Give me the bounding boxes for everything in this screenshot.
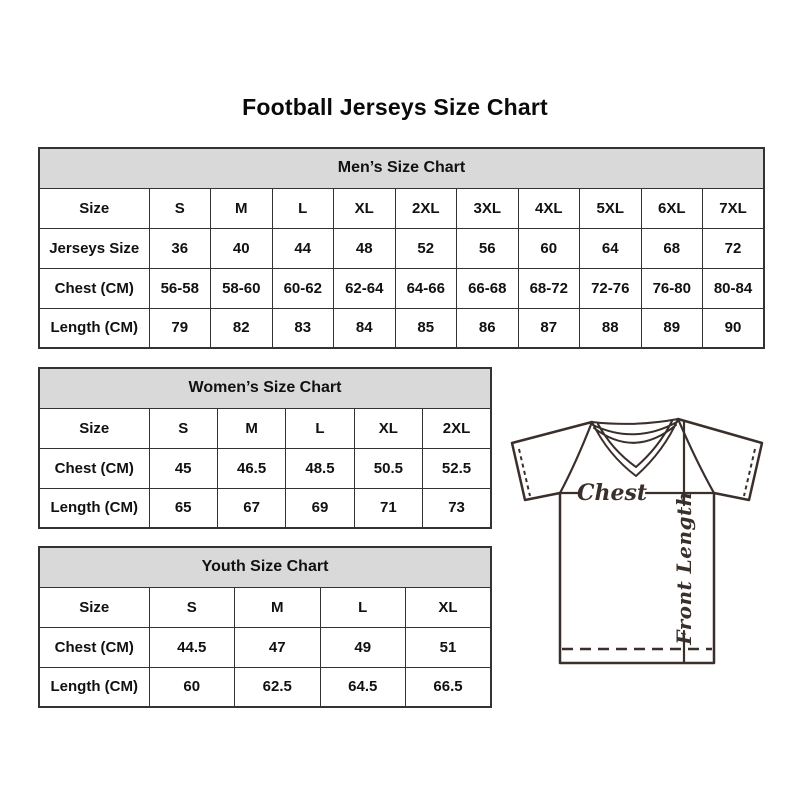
value-cell: 5XL [580, 188, 642, 228]
value-cell: 80-84 [703, 268, 765, 308]
jersey-outline [512, 419, 762, 663]
value-cell: 48 [334, 228, 396, 268]
value-cell: 72 [703, 228, 765, 268]
value-cell: 64-66 [395, 268, 457, 308]
womens-size-chart-table [38, 367, 492, 526]
row-header-cell: Size [39, 408, 149, 448]
value-cell: 2XL [423, 408, 491, 448]
value-cell: 58-60 [211, 268, 273, 308]
value-cell: 48.5 [286, 448, 354, 488]
value-cell: S [149, 587, 235, 627]
row-header-cell: Size [39, 587, 149, 627]
row-header-cell: Chest (CM) [39, 627, 149, 667]
value-cell: L [286, 408, 354, 448]
size-table [38, 367, 492, 529]
value-cell: 52 [395, 228, 457, 268]
row-header-cell: Length (CM) [39, 488, 149, 528]
value-cell: 64.5 [320, 667, 406, 707]
value-cell: XL [354, 408, 422, 448]
value-cell: 49 [320, 627, 406, 667]
value-cell: 65 [149, 488, 217, 528]
value-cell: 44.5 [149, 627, 235, 667]
value-cell: 85 [395, 308, 457, 348]
value-cell: S [149, 188, 211, 228]
value-cell: L [320, 587, 406, 627]
value-cell: XL [406, 587, 492, 627]
value-cell: 87 [518, 308, 580, 348]
value-cell: 36 [149, 228, 211, 268]
value-cell: 73 [423, 488, 491, 528]
value-cell: L [272, 188, 334, 228]
value-cell: 66.5 [406, 667, 492, 707]
table-title: Youth Size Chart [39, 547, 491, 587]
value-cell: 2XL [395, 188, 457, 228]
value-cell: 6XL [641, 188, 703, 228]
value-cell: 45 [149, 448, 217, 488]
value-cell: 3XL [457, 188, 519, 228]
youth-size-chart-table [38, 546, 492, 705]
value-cell: 47 [235, 627, 321, 667]
row-header-cell: Chest (CM) [39, 448, 149, 488]
value-cell: M [211, 188, 273, 228]
jersey-diagram [498, 403, 778, 673]
row-header-cell: Chest (CM) [39, 268, 149, 308]
value-cell: 89 [641, 308, 703, 348]
value-cell: 68 [641, 228, 703, 268]
value-cell: 88 [580, 308, 642, 348]
row-header-cell: Jerseys Size [39, 228, 149, 268]
row-header-cell: Length (CM) [39, 308, 149, 348]
value-cell: 7XL [703, 188, 765, 228]
size-table [38, 147, 765, 349]
value-cell: 44 [272, 228, 334, 268]
value-cell: M [217, 408, 285, 448]
value-cell: 67 [217, 488, 285, 528]
value-cell: 40 [211, 228, 273, 268]
table-title: Women’s Size Chart [39, 368, 491, 408]
value-cell: M [235, 587, 321, 627]
value-cell: 72-76 [580, 268, 642, 308]
row-header-cell: Size [39, 188, 149, 228]
value-cell: 62.5 [235, 667, 321, 707]
value-cell: 90 [703, 308, 765, 348]
value-cell: XL [334, 188, 396, 228]
value-cell: 52.5 [423, 448, 491, 488]
front-length-label: Front Length [672, 491, 696, 645]
value-cell: 76-80 [641, 268, 703, 308]
value-cell: 50.5 [354, 448, 422, 488]
value-cell: 82 [211, 308, 273, 348]
value-cell: 60-62 [272, 268, 334, 308]
table-title: Men’s Size Chart [39, 148, 764, 188]
mens-size-chart-table [38, 147, 765, 348]
jersey-collar [592, 419, 678, 476]
value-cell: 46.5 [217, 448, 285, 488]
value-cell: 84 [334, 308, 396, 348]
value-cell: 62-64 [334, 268, 396, 308]
value-cell: 66-68 [457, 268, 519, 308]
value-cell: 79 [149, 308, 211, 348]
page-title: Football Jerseys Size Chart [242, 94, 548, 120]
value-cell: S [149, 408, 217, 448]
value-cell: 56-58 [149, 268, 211, 308]
value-cell: 68-72 [518, 268, 580, 308]
value-cell: 4XL [518, 188, 580, 228]
value-cell: 60 [149, 667, 235, 707]
value-cell: 64 [580, 228, 642, 268]
row-header-cell: Length (CM) [39, 667, 149, 707]
value-cell: 83 [272, 308, 334, 348]
value-cell: 56 [457, 228, 519, 268]
value-cell: 69 [286, 488, 354, 528]
value-cell: 86 [457, 308, 519, 348]
chest-label: Chest [576, 480, 648, 506]
value-cell: 60 [518, 228, 580, 268]
value-cell: 51 [406, 627, 492, 667]
value-cell: 71 [354, 488, 422, 528]
size-table [38, 546, 492, 708]
